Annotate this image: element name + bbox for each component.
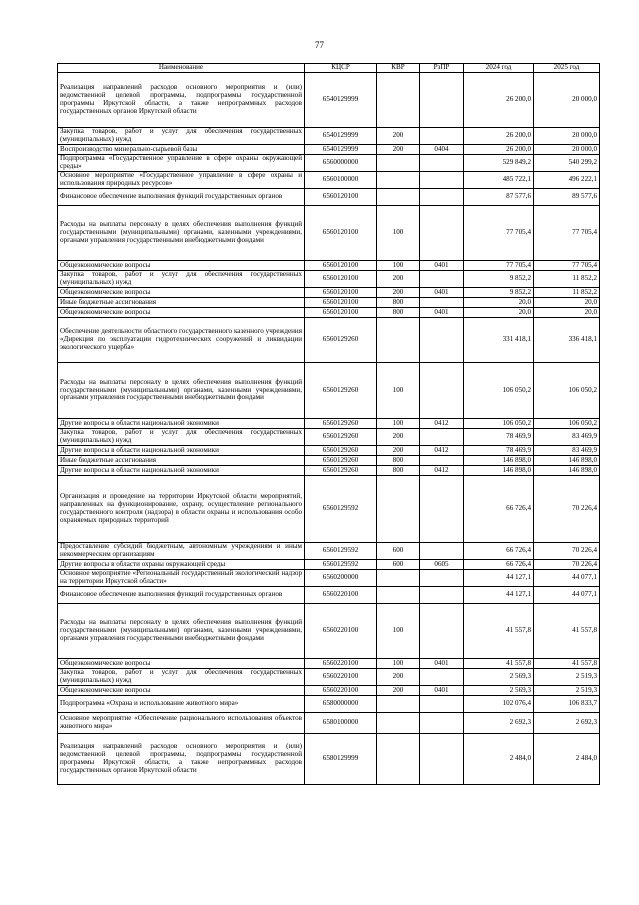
cell-kvr: 100 [377,604,420,659]
cell-name: Другие вопросы в области национальной экономики [58,419,305,429]
table-row [58,419,600,429]
cell-y2025: 41 557,8 [534,659,600,669]
header-name: Наименование [58,64,305,73]
cell-kcsr: 6560129260 [305,363,377,419]
cell-y2024: 41 557,8 [464,659,534,669]
cell-rzpr [420,429,464,446]
cell-rzpr [420,713,464,734]
cell-kcsr: 6560120100 [305,189,377,206]
cell-kcsr: 6560120100 [305,298,377,308]
cell-rzpr [420,189,464,206]
cell-kvr: 100 [377,261,420,271]
table-row [58,288,600,298]
cell-y2025: 146 898,0 [534,456,600,466]
cell-y2024: 106 050,2 [464,419,534,429]
table-row [58,659,600,669]
cell-name: Подпрограмма «Государственное управление в сфере охраны окружающей среды» [58,155,305,172]
cell-kcsr: 6560120100 [305,308,377,318]
table-row [58,604,600,659]
cell-kcsr: 6560129592 [305,543,377,560]
cell-y2024: 87 577,6 [464,189,534,206]
cell-kvr: 200 [377,686,420,696]
cell-y2025: 540 299,2 [534,155,600,172]
cell-name: Общеэкономические вопросы [58,659,305,669]
cell-y2025: 70 226,4 [534,476,600,543]
cell-y2025: 20 000,0 [534,128,600,145]
cell-kcsr: 6540129999 [305,73,377,128]
cell-name: Финансовое обеспечение выполнения функций государственных органов [58,189,305,206]
table-body [58,73,600,785]
table-row [58,145,600,155]
cell-kcsr: 6580129999 [305,734,377,785]
cell-kvr: 200 [377,669,420,686]
table-row [58,429,600,446]
cell-name: Общеэкономические вопросы [58,308,305,318]
cell-name: Общеэкономические вопросы [58,288,305,298]
cell-y2025: 2 519,3 [534,686,600,696]
table-row [58,587,600,604]
cell-name: Другие вопросы в области охраны окружающей среды [58,560,305,570]
cell-y2025: 20 000,0 [534,73,600,128]
cell-name: Другие вопросы в области национальной экономики [58,466,305,476]
cell-rzpr: 0401 [420,308,464,318]
cell-y2024: 2 484,0 [464,734,534,785]
table-row [58,456,600,466]
cell-kvr [377,155,420,172]
cell-kvr: 200 [377,271,420,288]
table-row [58,298,600,308]
cell-rzpr [420,587,464,604]
budget-table [57,63,600,785]
cell-y2025: 70 226,4 [534,543,600,560]
cell-y2025: 83 469,9 [534,446,600,456]
cell-y2024: 9 852,2 [464,271,534,288]
cell-kcsr: 6560129592 [305,476,377,543]
table-row [58,669,600,686]
cell-y2025: 2 484,0 [534,734,600,785]
cell-y2024: 9 852,2 [464,288,534,298]
cell-y2025: 89 577,6 [534,189,600,206]
cell-y2025: 83 469,9 [534,429,600,446]
cell-rzpr [420,206,464,261]
cell-y2024: 26 200,0 [464,73,534,128]
cell-kvr: 200 [377,128,420,145]
cell-kcsr: 6560129260 [305,456,377,466]
cell-rzpr [420,155,464,172]
cell-kvr [377,172,420,189]
cell-y2024: 44 127,1 [464,570,534,587]
cell-name: Финансовое обеспечение выполнения функций государственных органов [58,587,305,604]
cell-y2025: 336 418,1 [534,318,600,363]
cell-rzpr [420,570,464,587]
cell-name: Закупка товаров, работ и услуг для обеспечения государственных (муниципальных) нужд [58,128,305,145]
cell-kvr: 200 [377,288,420,298]
cell-kcsr: 6560129260 [305,318,377,363]
cell-y2024: 2 692,3 [464,713,534,734]
table-row [58,446,600,456]
cell-name: Основное мероприятие «Обеспечение рационального использования объектов животного мира» [58,713,305,734]
cell-y2025: 70 226,4 [534,560,600,570]
cell-name: Закупка товаров, работ и услуг для обеспечения государственных (муниципальных) нужд [58,669,305,686]
table-row [58,261,600,271]
cell-kvr: 100 [377,363,420,419]
cell-kvr: 800 [377,308,420,318]
cell-y2025: 20,0 [534,308,600,318]
cell-y2025: 11 852,2 [534,288,600,298]
cell-kvr [377,73,420,128]
cell-kcsr: 6560120100 [305,288,377,298]
cell-kvr: 100 [377,419,420,429]
cell-y2025: 44 077,1 [534,570,600,587]
cell-y2024: 66 726,4 [464,560,534,570]
table-row [58,206,600,261]
cell-y2024: 102 076,4 [464,696,534,713]
table-row [58,543,600,560]
cell-kcsr: 6560120100 [305,206,377,261]
table-row [58,73,600,128]
page-number: 77 [315,40,324,50]
cell-kvr [377,713,420,734]
cell-y2025: 11 852,2 [534,271,600,288]
cell-name: Основное мероприятие «Государственное управление в сфере охраны и использования природных ресурсов» [58,172,305,189]
cell-y2024: 2 569,3 [464,686,534,696]
cell-y2025: 106 050,2 [534,419,600,429]
cell-kcsr: 6560129260 [305,446,377,456]
cell-kvr: 100 [377,659,420,669]
cell-kvr [377,696,420,713]
cell-name: Обеспечение деятельности областного государственного казенного учреждения «Дирекция по эксплуатации гидротехнических сооружений и ликвидации экологического ущерба» [58,318,305,363]
cell-kvr: 200 [377,145,420,155]
cell-name: Реализация направлений расходов основного мероприятия и (или) ведомственной целевой программы, подпрограммы государственной программы Иркутской области, а также непрограммных расходов государственных органов Иркутской области [58,73,305,128]
cell-rzpr [420,298,464,308]
header-kcsr: КЦСР [305,64,377,73]
cell-kvr [377,318,420,363]
cell-rzpr [420,73,464,128]
cell-y2025: 496 222,1 [534,172,600,189]
cell-y2024: 20,0 [464,308,534,318]
cell-y2024: 529 849,2 [464,155,534,172]
cell-y2024: 77 705,4 [464,261,534,271]
cell-y2025: 44 077,1 [534,587,600,604]
cell-y2024: 66 726,4 [464,543,534,560]
table-row [58,466,600,476]
cell-rzpr: 0412 [420,419,464,429]
cell-kcsr: 6580100000 [305,713,377,734]
cell-y2024: 146 898,0 [464,466,534,476]
table-row [58,363,600,419]
cell-y2024: 26 200,0 [464,145,534,155]
cell-y2024: 77 705,4 [464,206,534,261]
header-2024: 2024 год [464,64,534,73]
cell-rzpr: 0404 [420,145,464,155]
table-row [58,308,600,318]
cell-kvr: 100 [377,206,420,261]
cell-kcsr: 6540129999 [305,128,377,145]
cell-rzpr [420,456,464,466]
cell-rzpr: 0605 [420,560,464,570]
cell-kvr [377,189,420,206]
table-row [58,476,600,543]
cell-y2025: 20 000,0 [534,145,600,155]
cell-kcsr: 6560200000 [305,570,377,587]
cell-name: Расходы на выплаты персоналу в целях обеспечения выполнения функций государственными (муниципальными) органами, казенными учреждениями, органами управления государственными внебюджетными фондами [58,363,305,419]
cell-rzpr [420,271,464,288]
cell-name: Реализация направлений расходов основного мероприятия и (или) ведомственной целевой программы, подпрограммы государственной программы Иркутской области, а также непрограммных расходов государственных органов Иркутской области [58,734,305,785]
cell-rzpr: 0412 [420,466,464,476]
table-row [58,734,600,785]
cell-kcsr: 6560129260 [305,419,377,429]
cell-kcsr: 6540129999 [305,145,377,155]
cell-kvr [377,587,420,604]
cell-rzpr [420,128,464,145]
cell-y2024: 331 418,1 [464,318,534,363]
cell-y2024: 66 726,4 [464,476,534,543]
cell-y2025: 20,0 [534,298,600,308]
cell-y2025: 106 050,2 [534,363,600,419]
cell-kvr: 800 [377,456,420,466]
table-row [58,172,600,189]
cell-y2024: 26 200,0 [464,128,534,145]
cell-y2024: 78 469,9 [464,446,534,456]
cell-name: Организация и проведение на территории Иркутской области мероприятий, направленных на функционирование, охрану, осуществление регионального государственного контроля (надзора) в области охраны и использования особо охраняемых природных территорий [58,476,305,543]
cell-y2025: 77 705,4 [534,206,600,261]
cell-name: Общеэкономические вопросы [58,261,305,271]
cell-rzpr [420,318,464,363]
cell-rzpr [420,669,464,686]
cell-rzpr: 0401 [420,659,464,669]
table-row [58,318,600,363]
cell-y2024: 41 557,8 [464,604,534,659]
cell-kcsr: 6560129592 [305,560,377,570]
cell-kcsr: 6560120100 [305,261,377,271]
table-row [58,189,600,206]
cell-rzpr [420,543,464,560]
cell-rzpr: 0401 [420,288,464,298]
cell-y2024: 2 569,3 [464,669,534,686]
cell-rzpr: 0401 [420,261,464,271]
cell-y2025: 146 898,0 [534,466,600,476]
header-kvr: КВР [377,64,420,73]
cell-kvr: 800 [377,298,420,308]
table-row [58,560,600,570]
cell-rzpr [420,476,464,543]
header-2025: 2025 год [534,64,600,73]
cell-rzpr [420,363,464,419]
cell-y2025: 2 519,3 [534,669,600,686]
cell-y2024: 44 127,1 [464,587,534,604]
cell-kvr [377,476,420,543]
cell-kcsr: 6560220100 [305,659,377,669]
cell-name: Расходы на выплаты персоналу в целях обеспечения выполнения функций государственными (муниципальными) органами, казенными учреждениями, органами управления государственными внебюджетными фондами [58,604,305,659]
cell-y2025: 77 705,4 [534,261,600,271]
table-row [58,570,600,587]
cell-y2024: 106 050,2 [464,363,534,419]
cell-kcsr: 6560220100 [305,669,377,686]
cell-kcsr: 6560220100 [305,587,377,604]
cell-name: Другие вопросы в области национальной экономики [58,446,305,456]
cell-rzpr [420,734,464,785]
cell-rzpr: 0401 [420,686,464,696]
cell-rzpr [420,172,464,189]
table-header-row [58,64,600,73]
cell-kcsr: 6560220100 [305,686,377,696]
cell-name: Общеэкономические вопросы [58,686,305,696]
cell-y2025: 41 557,8 [534,604,600,659]
cell-kvr: 200 [377,446,420,456]
cell-name: Закупка товаров, работ и услуг для обеспечения государственных (муниципальных) нужд [58,271,305,288]
cell-rzpr [420,604,464,659]
cell-kvr: 600 [377,560,420,570]
cell-kcsr: 6560120100 [305,271,377,288]
cell-y2024: 146 898,0 [464,456,534,466]
table-row [58,128,600,145]
header-rzpr: РзПР [420,64,464,73]
cell-name: Иные бюджетные ассигнования [58,456,305,466]
cell-name: Воспроизводство минерально-сырьевой базы [58,145,305,155]
cell-name: Расходы на выплаты персоналу в целях обеспечения выполнения функций государственными (муниципальными) органами, казенными учреждениями, органами управления государственными внебюджетными фондами [58,206,305,261]
cell-name: Предоставление субсидий бюджетным, автономным учреждениям и иным некоммерческим организациям [58,543,305,560]
cell-kvr: 800 [377,466,420,476]
cell-y2025: 106 833,7 [534,696,600,713]
cell-kcsr: 6560100000 [305,172,377,189]
cell-kvr [377,734,420,785]
table-row [58,155,600,172]
table-row [58,696,600,713]
table-row [58,713,600,734]
cell-kcsr: 6560129260 [305,466,377,476]
cell-y2024: 20,0 [464,298,534,308]
table-row [58,686,600,696]
cell-kcsr: 6560129260 [305,429,377,446]
cell-kcsr: 6580000000 [305,696,377,713]
cell-y2024: 78 469,9 [464,429,534,446]
cell-kcsr: 6560220100 [305,604,377,659]
table-row [58,271,600,288]
cell-name: Закупка товаров, работ и услуг для обеспечения государственных (муниципальных) нужд [58,429,305,446]
cell-rzpr [420,696,464,713]
cell-name: Иные бюджетные ассигнования [58,298,305,308]
cell-kvr: 200 [377,429,420,446]
cell-name: Основное мероприятие «Региональный государственный экологический надзор на территории Иркутской области» [58,570,305,587]
cell-name: Подпрограмма «Охрана и использование животного мира» [58,696,305,713]
cell-kvr: 600 [377,543,420,560]
cell-y2024: 485 722,1 [464,172,534,189]
cell-y2025: 2 692,3 [534,713,600,734]
cell-kcsr: 6560000000 [305,155,377,172]
cell-kvr [377,570,420,587]
cell-rzpr: 0412 [420,446,464,456]
